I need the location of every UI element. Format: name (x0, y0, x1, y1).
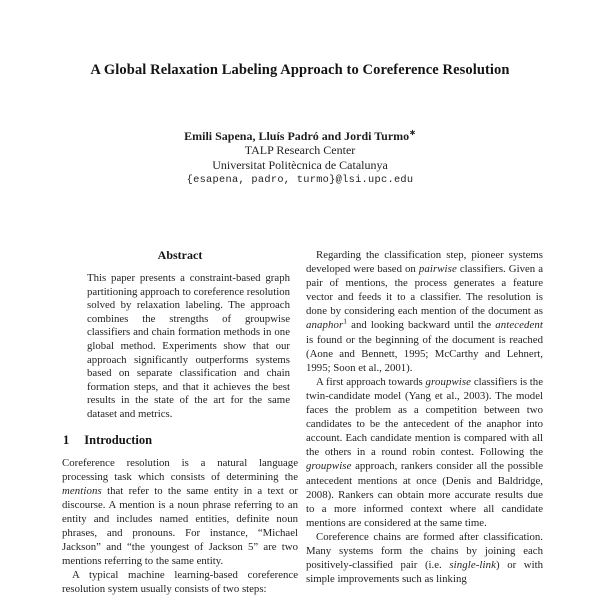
intro-paragraph-1: Coreference resolution is a natural language processing task which consists of determining the mentions that refer to the same entity in a text or discourse. A mention is a noun phrase referring to an entity and includes named entities, definite noun phrases, and pronouns. For instance, “Michael Jackson” and “the youngest of Jackson 5” are two mentions referring to the same entity. (62, 456, 298, 568)
two-column-body (62, 248, 543, 596)
affiliation-center: TALP Research Center (244, 143, 356, 158)
right-paragraph-3: Coreference chains are formed after classification. Many systems form the chains by joining each positively-classified pair (i.e. single-link) or with simple improvements such as linking (306, 530, 543, 586)
right-paragraph-1: Regarding the classification step, pioneer systems developed were based on pairwise classifiers. Given a pair of mentions, the process generates a feature vector and feeds it to a classifier. The resolution is done by considering each mention of the document as anaphor$^1$ and looking backward until the antecedent is found or the beginning of the document is reached (Aone and Bennett, 1995; McCarthy and Lehnert, 1995; Soon et al., 2001). (306, 249, 543, 374)
right-paragraph-2: A first approach towards groupwise classifiers is the twin-candidate model (Yang et al., 2003). The model faces the problem as a competition between two candidates to be the antecedent of the anaphor into account. Each candidate mention is compared with all the others in a round robin contest. Following the groupwise approach, rankers consider all the possible antecedent mentions at once (Denis and Baldridge, 2008). Rankers can obtain more accurate results due to a more informed context where all candidate mentions are considered at the same time. (306, 375, 544, 529)
author-footnote-mark: ∗ (409, 128, 416, 137)
intro-paragraph-2: A typical machine learning-based coreference resolution system usually consists of two steps: (62, 569, 298, 596)
author-names (0, 126, 600, 143)
section-number: 1 (63, 432, 70, 447)
affiliation-university: Universitat Politècnica de Catalunya (212, 157, 388, 172)
author-names-text: Emili Sapena, Lluís Padró and Jordi Turmo (184, 129, 410, 143)
section-title: Introduction (84, 432, 153, 447)
paper-title: A Global Relaxation Labeling Approach to Coreference Resolution (90, 62, 510, 78)
author-block (0, 126, 600, 188)
author-email: {esapena, padro, turmo}@lsi.upc.edu (186, 174, 414, 187)
right-column (306, 248, 543, 596)
left-column (62, 248, 298, 596)
section-heading-introduction (63, 433, 298, 448)
abstract-text: This paper presents a constraint-based graph partitioning approach to coreference resolution solved by relaxation labeling. The approach combines the strengths of groupwise classifiers and chain formation methods in one global method. Experiments show that our approach significantly outperforms systems based on separate classification and chain formation steps, and that it achieves the best results in the state of the art for the same dataset and metrics. (87, 272, 290, 420)
abstract-heading: Abstract (157, 248, 203, 262)
